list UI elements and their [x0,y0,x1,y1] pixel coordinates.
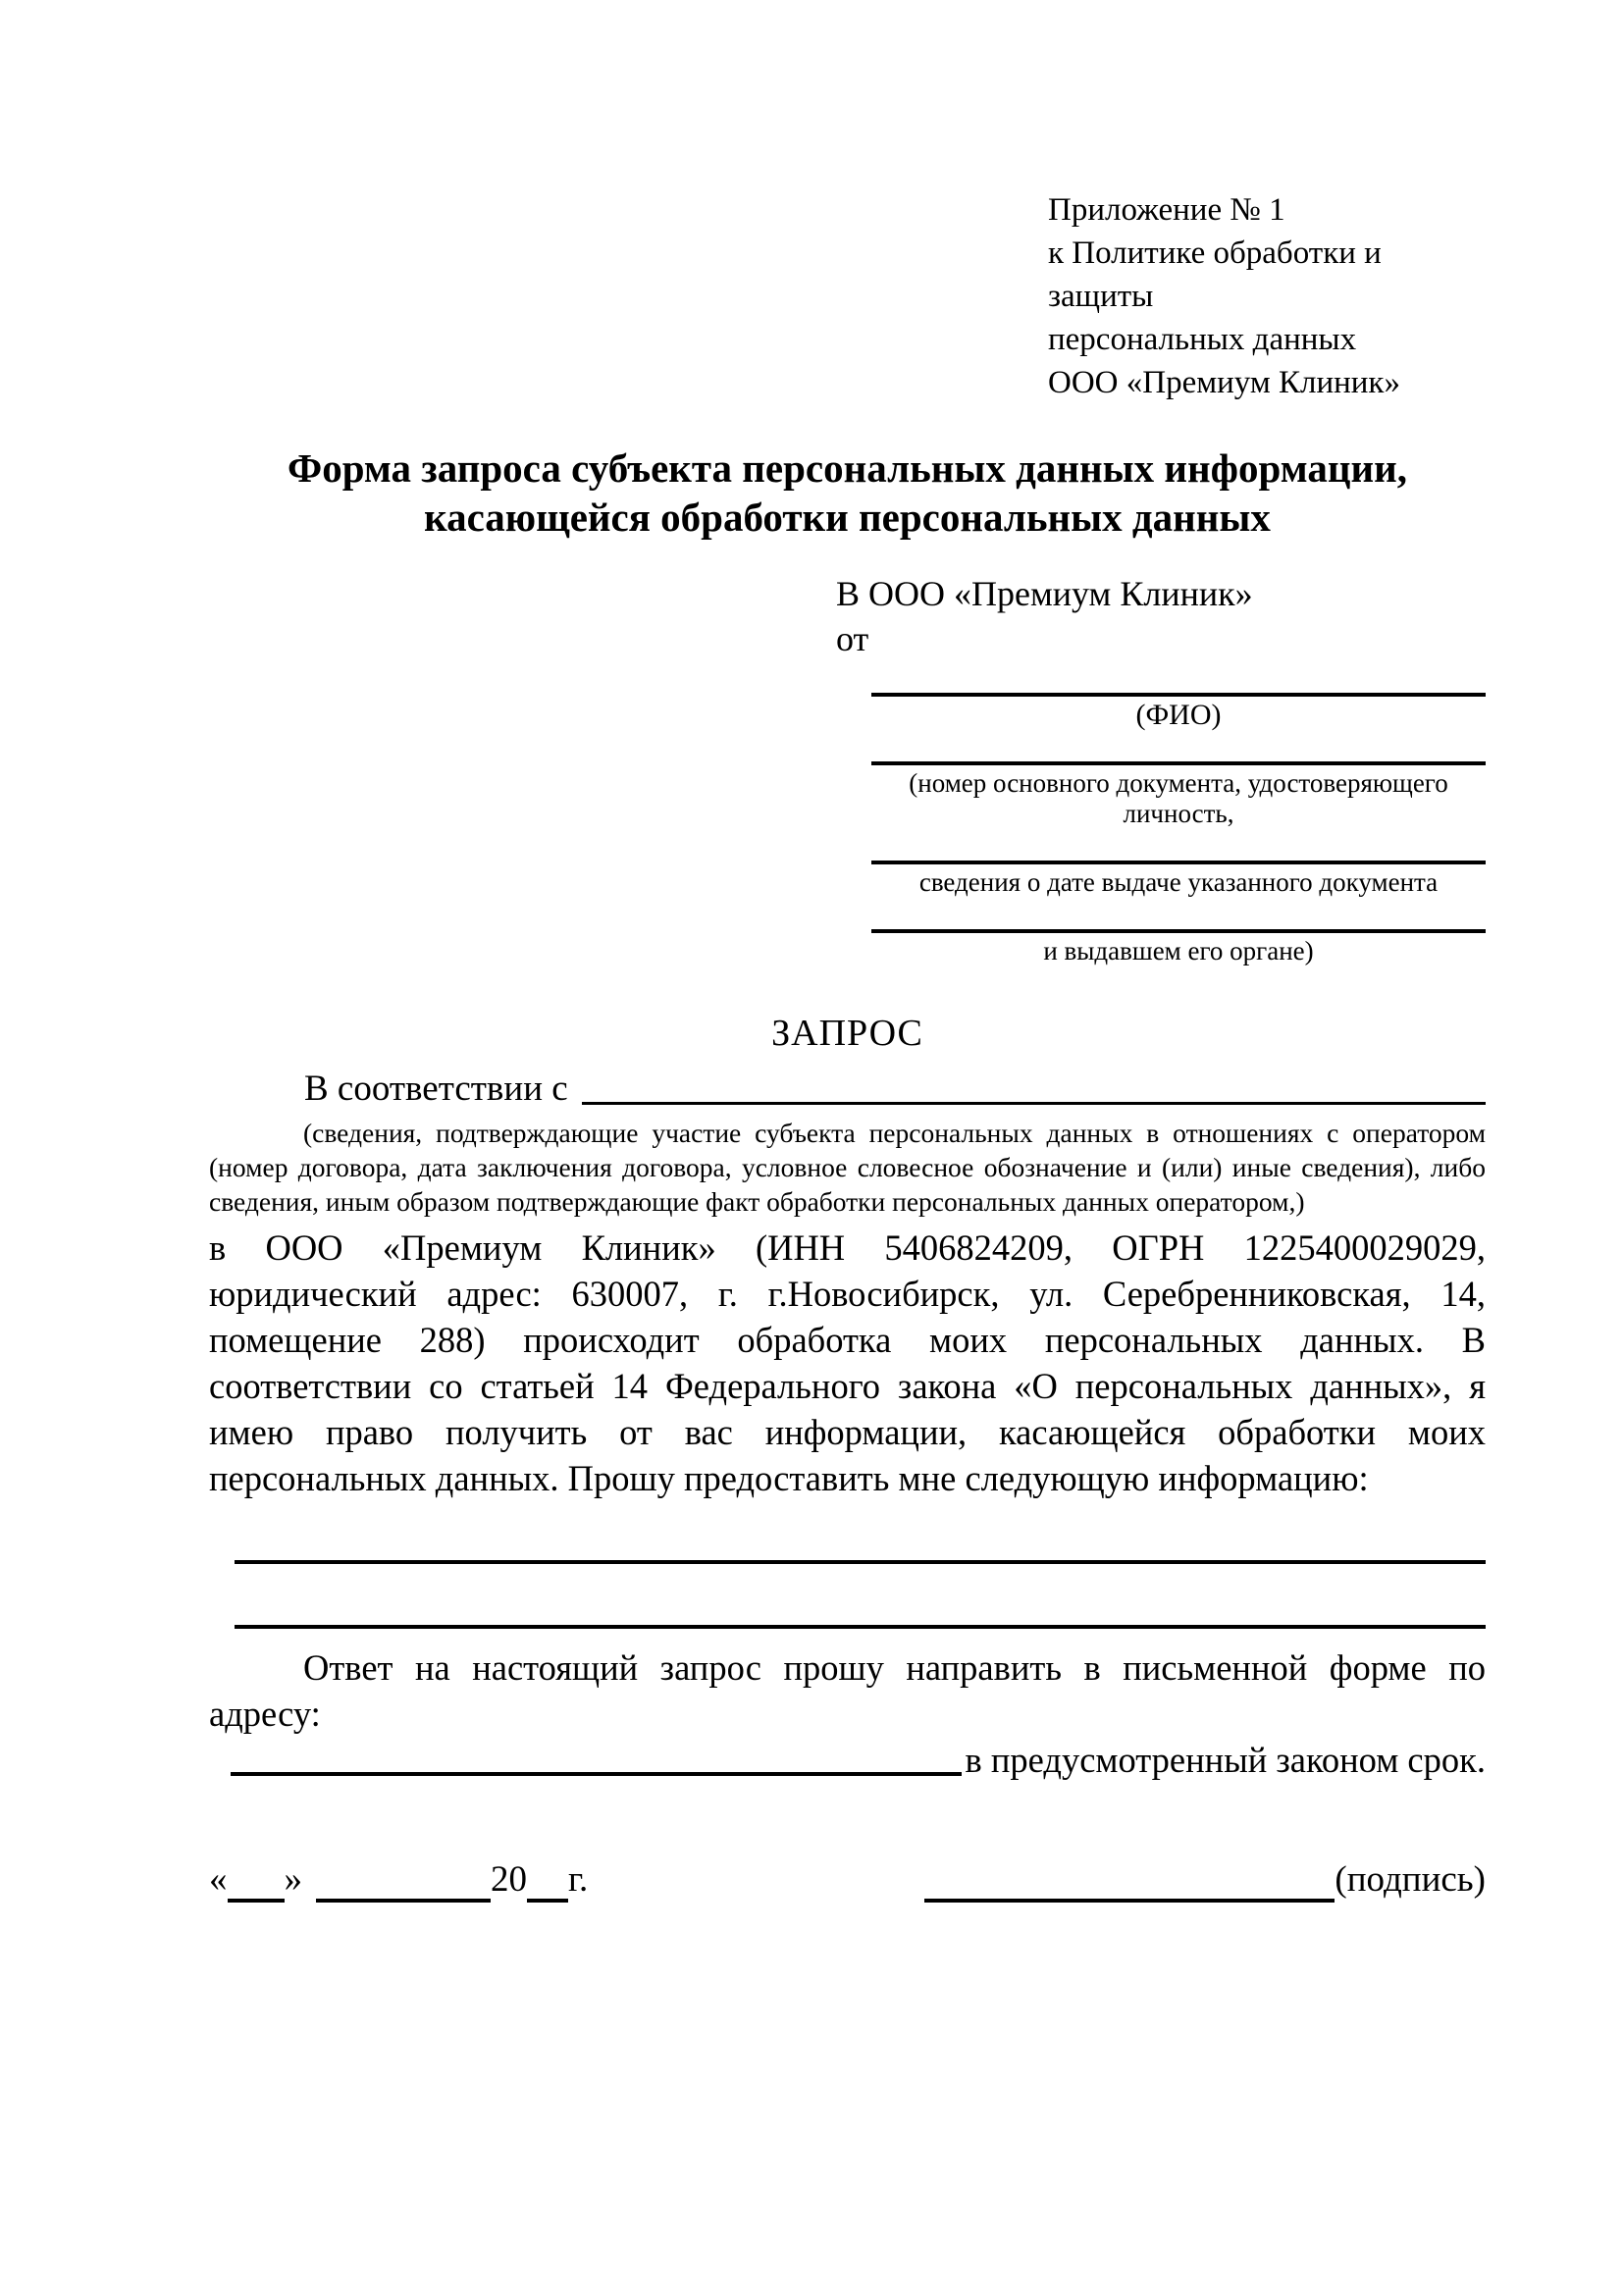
date-close-quote: » [284,1859,302,1900]
footnote-text: (сведения, подтверждающие участие субъекта персональных данных в отношениях с оператором (номер договора, дата заключения договора, условное словесное обозначение и (или) иные сведения), либо сведения, иным образом подтверждающие факт обработки персональных данных оператором,) [209,1118,1486,1217]
document-number-fill-in-line [871,730,1486,765]
according-fill-in-line [582,1102,1486,1105]
reply-suffix: в предусмотренный законом срок. [965,1740,1486,1780]
date-group [209,1857,588,1903]
reply-address-row [231,1737,1486,1783]
appendix-line: ООО «Премиум Клиник» [1048,365,1400,400]
document-title [209,444,1486,542]
info-fill-in-line-2 [235,1564,1486,1629]
signature-group [924,1857,1486,1903]
document-number-field [871,730,1486,829]
year-suffix: г. [568,1859,589,1900]
issue-date-fill-in-line [871,829,1486,864]
according-line [304,1067,1486,1112]
addressee-block [836,571,1486,966]
issuing-authority-field [871,898,1486,966]
issuing-authority-fill-in-line [871,898,1486,933]
info-fill-in-line-1 [235,1501,1486,1564]
document-number-field-caption: (номер основного документа, удостоверяющего личность, [909,768,1448,828]
appendix-line: персональных данных [1048,322,1357,357]
request-heading: ЗАПРОС [771,1013,923,1054]
document-title-line1: Форма запроса субъекта персональных данных информации, [288,445,1407,491]
appendix-line: к Политике обработки и защиты [1048,235,1382,314]
reply-paragraph: Ответ на настоящий запрос прошу направить в письменной форме по адресу: [209,1647,1486,1734]
day-fill-in-line [228,1861,285,1903]
month-fill-in-line [316,1861,491,1903]
issue-date-field-caption: сведения о дате выдаче указанного документа [918,867,1439,897]
address-fill-in-line [231,1772,962,1776]
signature-fill-in-line [924,1861,1335,1903]
date-signature-row [209,1857,1486,1903]
fio-field-caption: (ФИО) [1135,699,1222,731]
body-paragraph: в ООО «Премиум Клиник» (ИНН 5406824209, ОГРН 1225400029029, юридический адрес: 630007, г. г.Новосибирск, ул. Серебренниковская, 14, помещение 288) происходит обработка моих персональных данных. В соответствии со статьей 14 Федерального закона «О персональных данных», я имею право получить от вас информации, касающейся обработки моих персональных данных. Прошу предоставить мне следующую информацию: [209,1227,1486,1498]
addressee-from-label: от [836,619,869,658]
appendix-line: Приложение № 1 [1048,192,1285,228]
addressee-to: В ООО «Премиум Клиник» [836,574,1253,613]
year-prefix: 20 [491,1859,527,1900]
issue-date-field [871,829,1486,898]
date-open-quote: « [209,1859,228,1900]
signature-caption: (подпись) [1335,1859,1486,1900]
document-title-line2: касающейся обработки персональных данных [424,495,1271,540]
appendix-block [1048,188,1486,404]
issuing-authority-field-caption: и выдавшем его органе) [1043,936,1314,965]
fio-field [871,661,1486,730]
according-prefix: В соответствии с [304,1069,568,1109]
year-fill-in-line [527,1861,568,1903]
fio-fill-in-line [871,661,1486,697]
